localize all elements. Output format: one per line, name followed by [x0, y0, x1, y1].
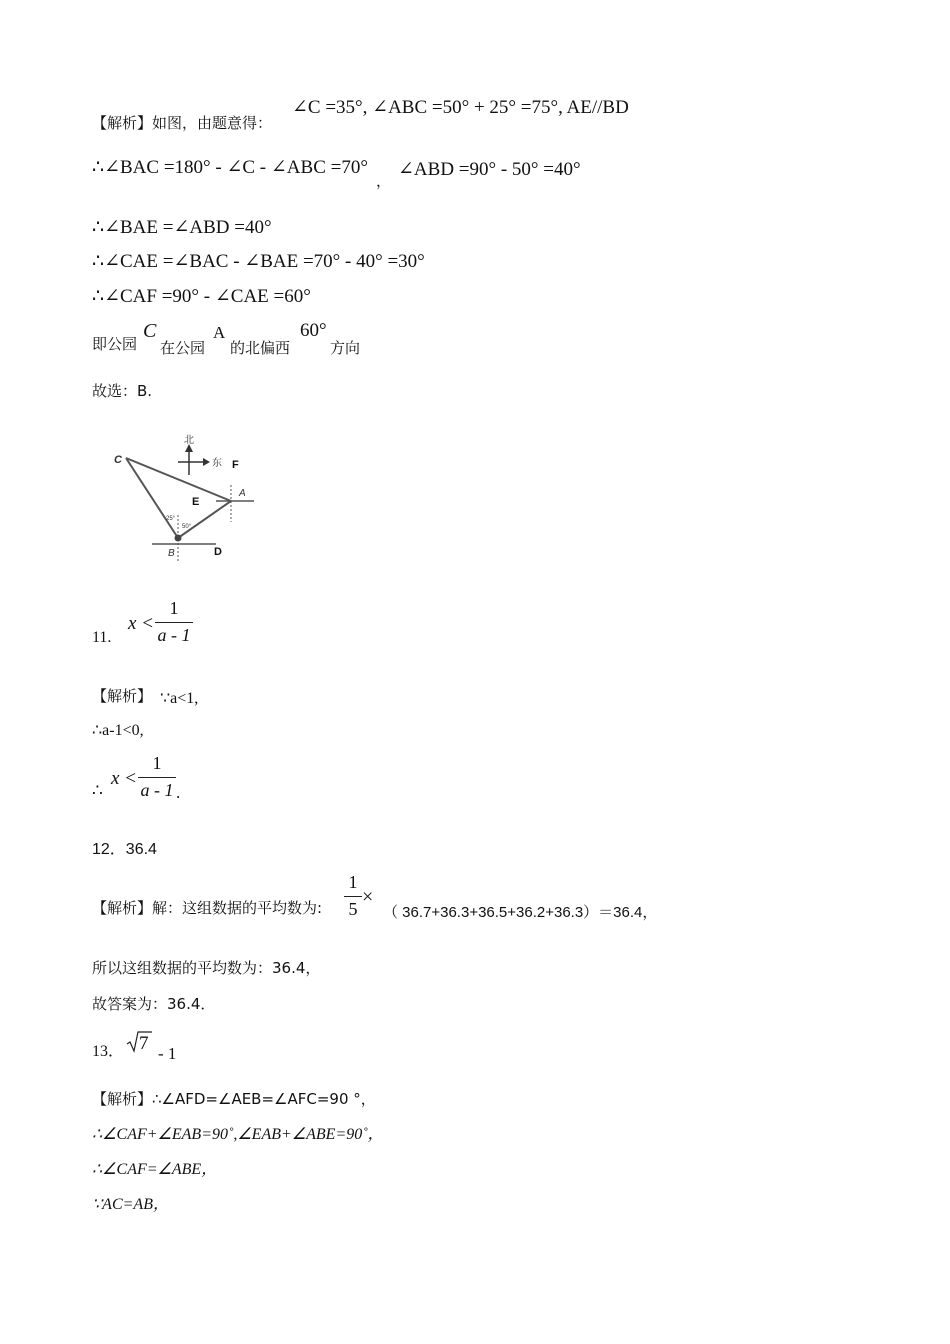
q11-sol3-therefore: ∴ [92, 781, 103, 800]
q12-sol-pre: 【解析】解：这组数据的平均数为: [92, 899, 323, 917]
angle-50-label: 50° [182, 524, 192, 530]
step-abd: ∠ABD =90° - 50° =40° [398, 159, 581, 180]
step-cae: ∴∠CAE =∠BAC - ∠BAE =70° - 40° =30° [92, 251, 425, 272]
side-ba [178, 501, 231, 538]
step-bae: ∴∠BAE =∠ABD =40° [92, 217, 272, 238]
q11-sol3-end: . [176, 783, 181, 802]
q13-sol2: ∴∠CAF+∠EAB=90˚,∠EAB+∠ABE=90˚， [92, 1126, 384, 1143]
label-b: B [168, 548, 175, 559]
q11-sol3-bar [138, 777, 176, 778]
direction-text-1: 即公园 [92, 335, 138, 353]
direction-text-3: 的北偏西 [230, 339, 291, 357]
q11-sol-label: 【解析】 [92, 687, 153, 705]
direction-c: C [143, 320, 157, 342]
q11-sol3-den: a - 1 [140, 779, 174, 800]
label-a: A [239, 488, 246, 499]
q11-x-lt: x < [128, 613, 155, 634]
step-caf: ∴∠CAF =90° - ∠CAE =60° [92, 286, 311, 307]
q11-frac-den: a - 1 [157, 624, 191, 645]
q13-minus-one: - 1 [158, 1044, 177, 1063]
label-f: F [232, 459, 239, 471]
q11-sol3-fraction [138, 753, 176, 801]
label-e: E [192, 496, 200, 508]
direction-text-2: 在公园 [160, 339, 206, 357]
angle-25-label: 25° [166, 516, 176, 522]
q11-sol3-x: x < [111, 768, 138, 789]
q13-sqrt-arg: 7 [139, 1033, 149, 1054]
q11-sol2: ∴a-1<0, [92, 722, 144, 739]
q12-answer: 12．36.4 [92, 841, 157, 858]
direction-text-4: 方向 [330, 339, 361, 357]
q12-line3: 故答案为：36.4． [92, 995, 216, 1013]
given-conditions: ∠C =35°, ∠ABC =50° + 25° =75°, AE//BD [292, 97, 629, 118]
geometry-figure [108, 430, 268, 565]
q12-frac-den: 5 [348, 898, 358, 919]
q13-sol1: 【解析】∴∠AFD=∠AEB=∠AFC=90 °， [92, 1090, 376, 1108]
q13-sol4: ∵AC=AB， [92, 1196, 169, 1213]
q11-frac-num: 1 [169, 598, 179, 618]
step-separator: ， [376, 172, 392, 190]
q13-sol3: ∴∠CAF=∠ABE， [92, 1161, 218, 1178]
q11-sol1: ∵a<1, [160, 690, 199, 707]
direction-degree: 60° [300, 320, 327, 341]
q11-frac-bar [155, 622, 193, 623]
choice-line: 故选：B. [92, 382, 153, 400]
q12-times: × [362, 886, 374, 908]
direction-a: A [213, 323, 226, 342]
q12-line2: 所以这组数据的平均数为：36.4， [92, 959, 321, 977]
q11-number: 11. [92, 629, 112, 646]
q12-frac-bar [344, 896, 362, 897]
label-d: D [214, 546, 222, 558]
label-c: C [114, 454, 122, 466]
q12-sol-post: （ 36.7+36.3+36.5+36.2+36.3）＝36.4， [383, 904, 658, 921]
side-cb [126, 458, 178, 538]
q11-fraction [155, 598, 193, 646]
step-bac: ∴∠BAC =180° - ∠C - ∠ABC =70° [92, 157, 368, 178]
q13-number: 13． [92, 1043, 125, 1060]
q12-frac-num: 1 [348, 872, 358, 892]
north-label: 北 [184, 435, 194, 446]
east-label: 东 [212, 458, 222, 469]
q12-fraction [344, 872, 362, 920]
q11-sol3-num: 1 [152, 753, 162, 773]
analysis-intro: 【解析】如图，由题意得： [92, 114, 273, 132]
